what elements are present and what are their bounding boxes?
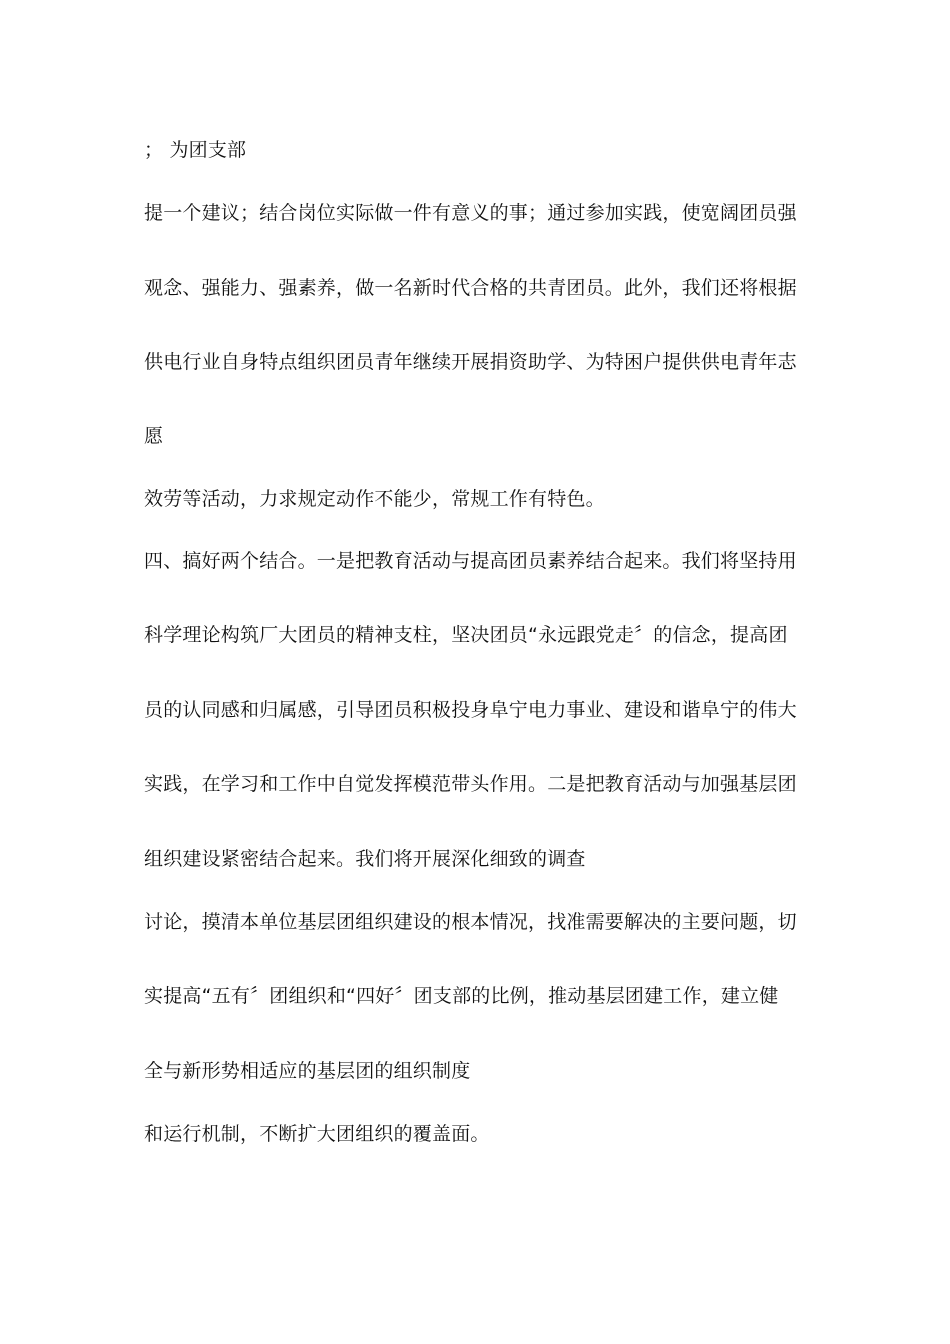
text-line: 讨论，摸清本单位基层团组织建设的根本情况，找准需要解决的主要问题，切 [144,911,797,933]
text-line: 实提高“五有〞团组织和“四好〞团支部的比例，推动基层团建工作，建立健 [144,985,779,1007]
text-line: 供电行业自身特点组织团员青年继续开展捐资助学、为特困户提供供电青年志 [144,351,797,373]
text-line: 观念、强能力、强素养，做一名新时代合格的共青团员。此外，我们还将根据 [144,277,797,299]
text-line: 愿 [144,425,164,447]
text-line: 效劳等活动，力求规定动作不能少，常规工作有特色。 [144,488,605,510]
text-line: 实践，在学习和工作中自觉发挥模范带头作用。二是把教育活动与加强基层团 [144,773,797,795]
text-line: 全与新形势相适应的基层团的组织制度 [144,1060,471,1082]
text-line: 和运行机制，不断扩大团组织的覆盖面。 [144,1123,490,1145]
text-line: 科学理论构筑厂大团员的精神支柱，坚决团员“永远跟党走〞的信念，提高团 [144,624,788,646]
text-line: 员的认同感和归属感，引导团员积极投身阜宁电力事业、建设和谐阜宁的伟大 [144,699,797,721]
text-line: 组织建设紧密结合起来。我们将开展深化细致的调查 [144,848,586,870]
text-line: 四、搞好两个结合。一是把教育活动与提高团员素养结合起来。我们将坚持用 [144,550,797,572]
text-line: 提一个建议；结合岗位实际做一件有意义的事；通过参加实践，使宽阔团员强 [144,202,797,224]
text-line: ； 为团支部 [144,139,247,161]
